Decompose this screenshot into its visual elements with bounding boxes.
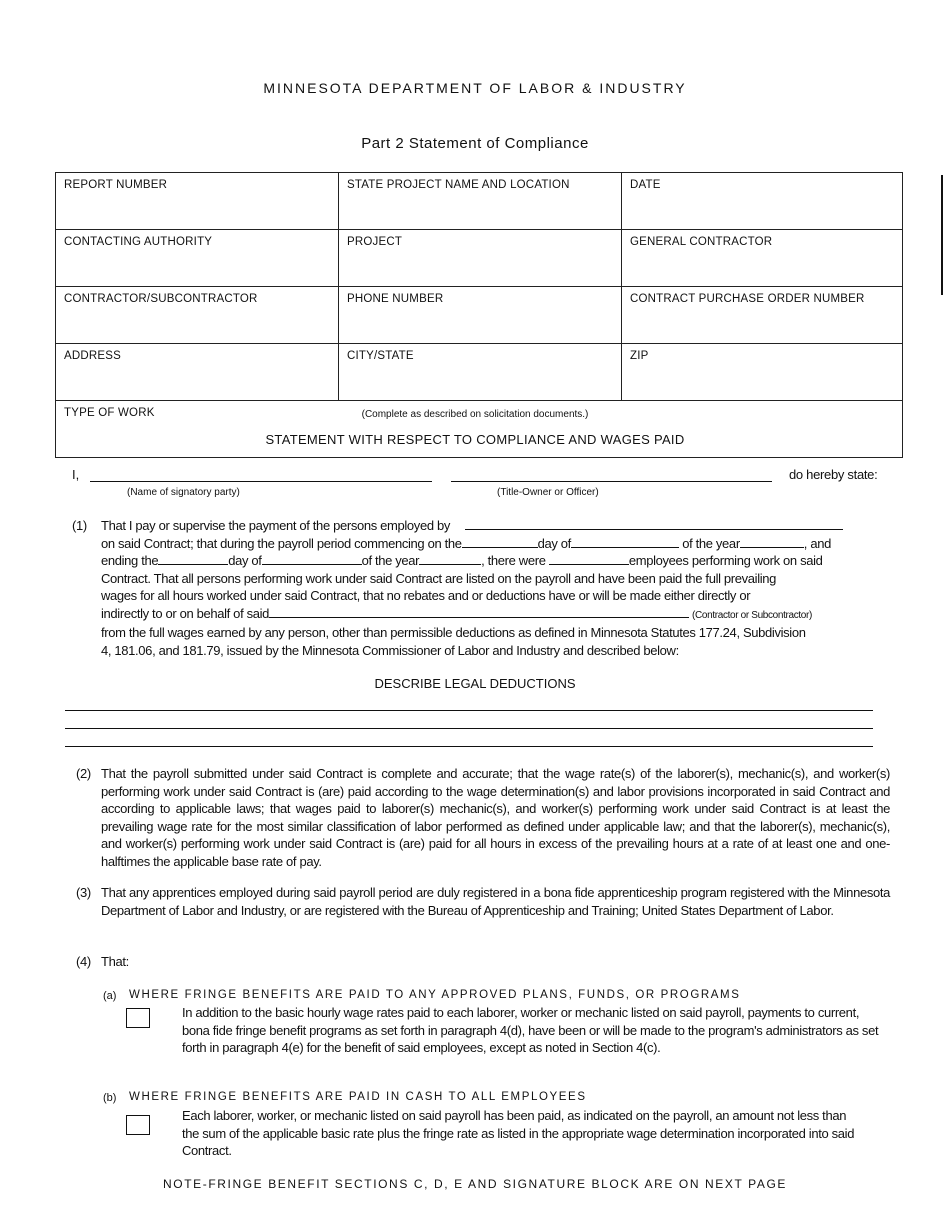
p2-number: (2) bbox=[76, 766, 91, 781]
field-zip[interactable]: ZIP bbox=[622, 344, 903, 401]
section-a-text: In addition to the basic hourly wage rates paid to each laborer, worker or mechanic listed on said payroll, payments to current, bona fide fringe benefit programs as set forth in paragraph 4(d), have been or will be made to the program's administrators as set forth in paragraph 4(e) for the benefit of said employees, except as noted in Section 4(c). bbox=[182, 1005, 879, 1055]
field-report-number[interactable]: REPORT NUMBER bbox=[56, 173, 339, 230]
employer-blank[interactable] bbox=[465, 517, 843, 530]
p1-line: That I pay or supervise the payment of the persons employed by bbox=[101, 518, 451, 533]
form-title: Part 2 Statement of Compliance bbox=[361, 135, 589, 152]
statement-heading: STATEMENT WITH RESPECT TO COMPLIANCE AND WAGES PAID bbox=[265, 432, 685, 447]
field-state-project[interactable]: STATE PROJECT NAME AND LOCATION bbox=[339, 173, 622, 230]
deductions-line[interactable] bbox=[65, 728, 873, 729]
start-month-blank[interactable] bbox=[571, 535, 679, 548]
signatory-prefix: I, bbox=[72, 467, 80, 482]
p1-line: of the year bbox=[682, 535, 740, 551]
name-label: (Name of signatory party) bbox=[127, 487, 240, 498]
p1-line: Contract. That all persons performing work under said Contract are listed on the payroll and have been paid the full prevailing bbox=[101, 570, 777, 586]
p1-line: ending the bbox=[101, 553, 159, 568]
start-year-blank[interactable] bbox=[740, 535, 804, 548]
field-phone[interactable]: PHONE NUMBER bbox=[339, 287, 622, 344]
field-general-contractor[interactable]: GENERAL CONTRACTOR bbox=[622, 230, 903, 287]
signatory-name-field[interactable] bbox=[90, 481, 432, 482]
p1-line: employees performing work on said bbox=[628, 553, 823, 568]
footer-note: NOTE-FRINGE BENEFIT SECTIONS C, D, E AND SIGNATURE BLOCK ARE ON NEXT PAGE bbox=[163, 1177, 787, 1191]
field-contacting-authority[interactable]: CONTACTING AUTHORITY bbox=[56, 230, 339, 287]
end-year-blank[interactable] bbox=[419, 552, 481, 565]
employee-count-blank[interactable] bbox=[549, 552, 629, 565]
p1-line: , there were bbox=[481, 553, 546, 568]
field-contractor[interactable]: CONTRACTOR/SUBCONTRACTOR bbox=[56, 287, 339, 344]
start-day-blank[interactable] bbox=[462, 535, 538, 548]
p1-line: of the year bbox=[361, 553, 420, 568]
section-a-checkbox[interactable] bbox=[126, 1008, 150, 1028]
p1-line: 4, 181.06, and 181.79, issued by the Minnesota Commissioner of Labor and Industry and described below: bbox=[101, 642, 679, 658]
table-note: (Complete as described on solicitation documents.) bbox=[361, 409, 589, 420]
agency-heading: MINNESOTA DEPARTMENT OF LABOR & INDUSTRY bbox=[263, 80, 687, 96]
p1-line: , and bbox=[803, 535, 831, 551]
section-b-label: (b) bbox=[103, 1092, 117, 1104]
p1-line: indirectly to or on behalf of said bbox=[101, 605, 270, 621]
field-address[interactable]: ADDRESS bbox=[56, 344, 339, 401]
paragraph-2: That the payroll submitted under said Contract is complete and accurate; that the wage rate(s) of the laborer(s), mechanic(s), and worker(s) performing work under said Contract is (are) paid according to the wage determination(s) and labor provisions incorporated in said Contract and according to applicable laws; that wages paid to laborer(s) mechanic(s), and worker(s) performing work under said Contract is at least the prevailing wage rate for the most similar classification of labor performed as defined under applicable law; and that the laborer(s), mechanic(s), and worker(s) performing work under said Contract is (are) paid for all hours in excess of the prevailing hours at a rate of at least one and one-halftimes the applicable base rate of pay. bbox=[101, 766, 890, 869]
p1-line: on said Contract; that during the payroll period commencing on the bbox=[101, 535, 462, 551]
p1-line: from the full wages earned by any person, other than permissible deductions as defined in Minnesota Statutes 177.24, Subdivision bbox=[101, 625, 806, 640]
section-b-heading: WHERE FRINGE BENEFITS ARE PAID IN CASH TO ALL EMPLOYEES bbox=[129, 1091, 587, 1103]
field-po-number[interactable]: CONTRACT PURCHASE ORDER NUMBER bbox=[622, 287, 903, 344]
p1-line: day of bbox=[228, 553, 262, 568]
field-project[interactable]: PROJECT bbox=[339, 230, 622, 287]
page-edge-mark bbox=[941, 175, 943, 295]
section-a-heading: WHERE FRINGE BENEFITS ARE PAID TO ANY APPROVED PLANS, FUNDS, OR PROGRAMS bbox=[129, 989, 741, 1001]
contractor-label: (Contractor or Subcontractor) bbox=[692, 609, 812, 621]
field-city-state[interactable]: CITY/STATE bbox=[339, 344, 622, 401]
section-a-label: (a) bbox=[103, 990, 117, 1002]
deductions-line[interactable] bbox=[65, 746, 873, 747]
contractor-blank[interactable] bbox=[269, 605, 689, 618]
p1-line: wages for all hours worked under said Contract, that no rebates and or deductions have or will be made either directly or bbox=[101, 588, 751, 603]
do-hereby-state: do hereby state: bbox=[789, 467, 878, 482]
section-b-text: Each laborer, worker, or mechanic listed on said payroll has been paid, as indicated on the payroll, an amount not less than the sum of the applicable basic rate plus the fringe rate as listed in the appropriate wage determination incorporated into said Contract. bbox=[182, 1108, 855, 1158]
p4-number: (4) bbox=[76, 954, 91, 969]
deductions-heading: DESCRIBE LEGAL DEDUCTIONS bbox=[374, 676, 576, 691]
p3-number: (3) bbox=[76, 885, 91, 900]
paragraph-1 bbox=[101, 517, 891, 659]
field-type-of-work[interactable]: TYPE OF WORK bbox=[56, 401, 903, 458]
end-day-blank[interactable] bbox=[158, 552, 228, 565]
section-b-checkbox[interactable] bbox=[126, 1115, 150, 1135]
p1-number: (1) bbox=[72, 518, 87, 533]
title-label: (Title-Owner or Officer) bbox=[497, 487, 599, 498]
paragraph-4: That: bbox=[101, 954, 129, 969]
paragraph-3: That any apprentices employed during said payroll period are duly registered in a bona fide apprenticeship program registered with the Minnesota Department of Labor and Industry, or are registered with the Bureau of Apprenticeship and Training; United States Department of Labor. bbox=[101, 885, 890, 918]
signatory-title-field[interactable] bbox=[451, 481, 772, 482]
field-date[interactable]: DATE bbox=[622, 173, 903, 230]
deductions-line[interactable] bbox=[65, 710, 873, 711]
end-month-blank[interactable] bbox=[262, 552, 362, 565]
p1-line: day of bbox=[537, 535, 571, 551]
